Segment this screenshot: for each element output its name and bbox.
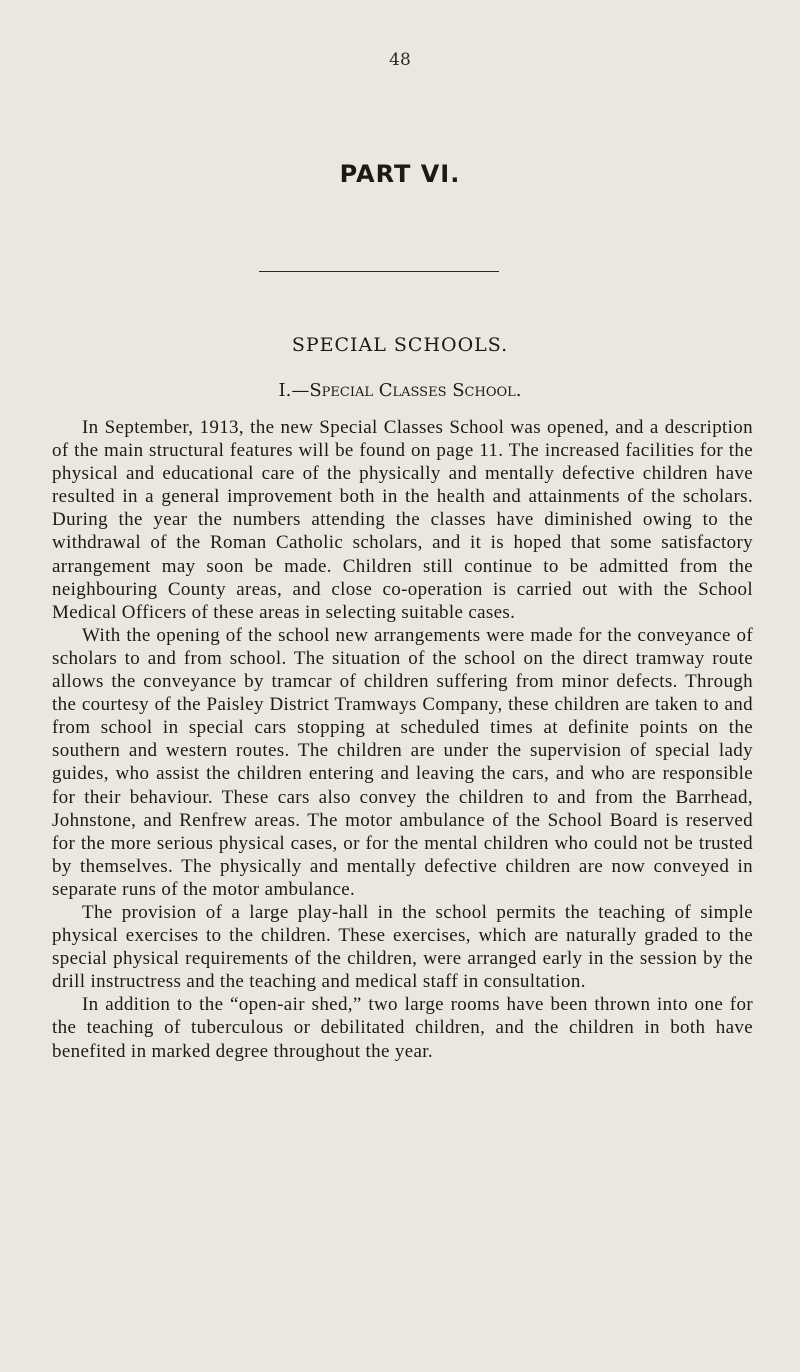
divider-rule [259,271,499,272]
paragraph-4: In addition to the “open-air shed,” two large rooms have been thrown into one for the teaching of tuberculous or debilitated children, and the children in both have benefited in marked degree throughout the year. [52,994,753,1062]
section-title: SPECIAL SCHOOLS. [291,334,509,356]
paragraph-2: With the opening of the school new arrangements were made for the conveyance of scholars to and from school. The situation of the school on the direct tramway route allows the conveyance by tramcar of children suffering from minor defects. Through the courtesy of the Paisley District Tramways Company, these children are taken to and from school in special cars stopping at scheduled times at definite points on the southern and western routes. The children are under the supervision of special lady guides, who assist the children entering and leaving the cars, and who are responsible for their behaviour. These cars also convey the children to and from the Barrhead, Johnstone, and Renfrew areas. The motor ambulance of the School Board is reserved for the more serious physical cases, or for the mental children who could not be trusted by themselves. The physically and mentally defective children are now conveyed in separate runs of the motor ambulance. [52,624,753,900]
sub-heading: I.—Special Classes School. [278,380,522,401]
page-number: 48 [389,50,411,70]
paragraph-3: The provision of a large play-hall in the school permits the teaching of simple physical exercises to the children. These exercises, which are naturally graded to the special physical requirements of the children, were arranged early in the session by the drill instructress and the teaching and medical staff in consultation. [52,901,753,993]
body-text [52,416,753,1063]
paragraph-1: In September, 1913, the new Special Classes School was opened, and a description of the main structural features will be found on page 11. The increased facilities for the physical and educational care of the physically and mentally defective children have resulted in a general improvement both in the health and attainments of the scholars. During the year the numbers attending the classes have diminished owing to the withdrawal of the Roman Catholic scholars, and it is hoped that some satisfactory arrangement may soon be made. Children still continue to be admitted from the neighbouring County areas, and close co-operation is carried out with the School Medical Officers of these areas in selecting suitable cases. [52,417,753,623]
part-title: PART VI. [339,160,461,188]
